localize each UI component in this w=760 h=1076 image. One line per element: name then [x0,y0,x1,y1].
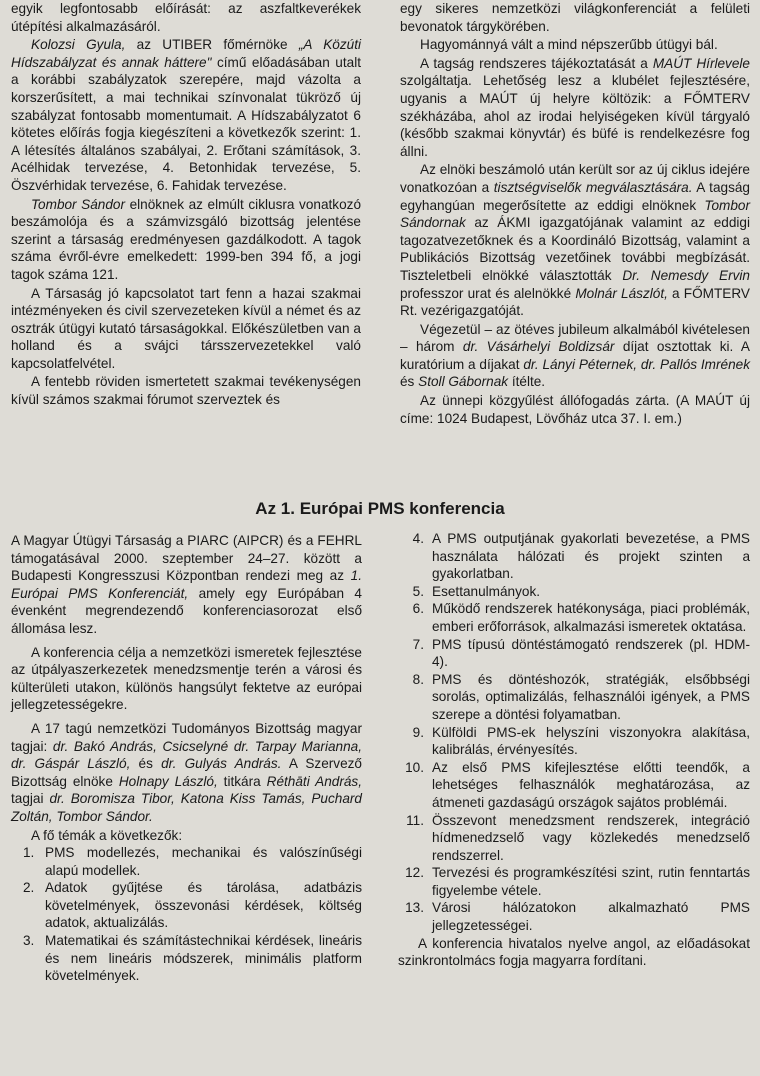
text: egyik legfontosabb előírását: az aszfaltkeverékek útépítési alkalmazásáról. [11,1,361,34]
list-item [11,844,362,879]
list-text: Összevont menedzsment rendszerek, integráció hídmenedzselő vagy közlekedés menedzselő rendszerrel. [432,812,750,863]
list-number: 13. [405,900,424,916]
paragraph [11,196,361,284]
topic-list [11,844,362,985]
section-heading: Az 1. Európai PMS konferencia [255,499,505,518]
text: Az ünnepi közgyűlést állófogadás zárta. (A MAÚT új címe: 1024 Budapest, Lövőház utca 37. I. em.) [400,393,750,426]
list-number: 10. [405,759,424,775]
person-name: Tombor Sándor [31,196,126,212]
paragraph [11,532,362,638]
text: az ÁKMI igazgatójának valamint az eddigi tagozatvezetőknek és a Koordináló Bizottság, valamint a Publikációs Bizottság vezetőinek további megbízását. Tiszteletbeli elnökké választották [400,215,750,283]
list-item [398,636,750,671]
list-text: PMS és döntéshozók, stratégiák, elsőbbségi sorolás, optimalizálás, felhasználói igények, a PMS szerepe a döntési folyamatban. [432,671,750,722]
text: és [400,374,419,390]
topic-list [398,530,750,935]
text: titkára [217,773,267,789]
person-names: dr. Bakó András, Csicselyné dr. Tarpay Marianna, dr. Gáspár László, [11,738,362,772]
top-right-column [400,0,750,427]
person-name: Stoll Gábornak [418,374,509,390]
paragraph [398,935,750,970]
list-item [398,724,750,759]
top-left-column [11,0,361,409]
text: ítélte. [508,374,546,390]
paragraph [11,0,361,35]
list-text: Működő rendszerek hatékonysága, piaci problémák, emberi erőforrások, alkalmazási ismeretek oktatása. [432,601,750,634]
list-number: 8. [412,671,424,687]
text: A Magyar Útügyi Társaság a PIARC (AIPCR) és a FEHRL támogatásával 2000. szeptember 24–27. között a Budapesti Kongresszusi Központban rendezi meg az [11,533,362,584]
text: Hagyománnyá vált a mind népszerűbb útügyi bál. [420,37,718,53]
list-text: Matematikai és számítástechnikai kérdések, lineáris és nem lineáris módszerek, minimális platform követelmények. [45,933,362,984]
list-number: 9. [412,724,424,740]
text: egy sikeres nemzetközi világkonferenciát a felületi bevonatok tárgykörében. [400,1,750,34]
paragraph [11,644,362,714]
person-name: Dr. Nemesdy Ervin [622,267,750,283]
text: tagjai [11,791,50,807]
paragraph [11,827,362,845]
text: című előadásában utalt a korábbi szabályzatok szerepére, majd vázolta a korszerűsített, a mai technikai színvonalat tükröző új szabályzat fontosabb momentumait. A Hídszabályzatot 6 kötetes előírás fogja kiegészíteni a következők szerint: 1. A létesítés általános szabályai, 2. Erőtani számítások, 3. Acélhidak tervezése, 4. Betonhidak tervezése, 5. Öszvérhidak tervezése, 6. Fahidak tervezése. [11,54,361,193]
paragraph [11,285,361,373]
paragraph [400,0,750,35]
paragraph [400,36,750,54]
list-text: Az első PMS kifejlesztése előtti teendők, a lehetséges felhasználók meghatározása, az átmeneti gazdaságú országok sajátos problémái. [432,759,750,810]
list-text: Adatok gyűjtése és tárolása, adatbázis követelmények, összevonási kérdések, költség adatok, aktualizálás. [45,880,362,931]
list-text: Tervezési és programkészítési szint, rutin fenntartás figyelembe vétele. [432,865,750,898]
text: A Szervező Bizottság elnöke [11,756,362,789]
list-item [11,879,362,932]
text: Az elnöki beszámoló után került sor az új ciklus idejére vonatkozóan a [400,162,750,195]
text: amely egy Európában 4 évenként megrendezendő konferenciasorozat első állomása lesz. [11,585,362,636]
person-name: dr. Lányi Péternek, dr. Pallós Imrének [523,356,750,372]
person-name: dr. Gulyás András. [161,756,282,772]
text: A Társaság jó kapcsolatot tart fenn a hazai szakmai intézményeken és civil szervezeteken kívül a német és az osztrák útügyi kutató társaságokkal. Előkészületben van a holland és a svájci társszervezetekkel való kapcsolatfelvétel. [11,285,361,371]
text: A fentebb röviden ismertetett szakmai tevékenységen kívül számos szakmai fórumot szerveztek és [11,374,361,408]
list-number: 11. [406,812,424,828]
list-item [398,812,750,865]
list-text: Városi hálózatokon alkalmazható PMS jellegzetességei. [432,900,750,934]
bottom-left-column [11,532,362,985]
list-item [398,600,750,635]
emphasis: tisztségviselők megválasztására. [493,179,693,195]
list-item [398,759,750,812]
text: professzor urat és alelnökké [400,285,576,301]
list-number: 12. [405,865,424,881]
text: A konferencia célja a nemzetközi ismeretek fejlesztése az útpályaszerkezetek menedzsmentje terén a városi és külterületi utakon, különös hangsúlyt fektetve az európai jellegzetességekre. [11,644,362,713]
text: A fő témák a következők: [31,827,183,843]
list-item [398,530,750,583]
text: az UTIBER főmérnöke [125,37,299,53]
person-name: Tombor Sándornak [400,197,750,231]
paragraph [11,36,361,194]
paragraph [400,392,750,427]
newsletter-name: MAÚT Hírlevele [652,55,750,71]
text: és [130,756,162,772]
person-name: Holnapy László, [118,773,218,789]
text: szolgáltatja. Lehetőség lesz a klubélet fejlesztésére, ugyanis a MAÚT új helyre költözik: a FŐMTERV székházába, ahol az irodai helyiségeken kívül tárgyaló (később szakmai könyvtár) és büfé is rendelkezésre fog állni. [400,73,750,159]
text: a FŐMTERV Rt. vezérigazgatóját. [400,285,750,319]
list-item [398,671,750,724]
conference-name: 1. Európai PMS Konferenciát, [11,568,362,601]
list-number: 7. [412,636,424,652]
list-text: Esettanulmányok. [432,583,541,599]
lecture-title: „A Közúti Hídszabályzat és annak háttere" [11,37,361,70]
text: Végezetül – az ötéves jubileum alkalmából kivételesen – három [400,321,750,355]
person-name: Réthāti András, [266,773,362,789]
person-names: dr. Boromisza Tibor, Katona Kiss Tamás, Puchard Zoltán, Tombor Sándor. [11,791,362,824]
award-name: dr. Vásárhelyi Boldizsár [462,339,615,355]
list-number: 2. [23,880,35,896]
list-item [11,932,362,985]
paragraph [400,321,750,391]
list-number: 4. [412,531,424,546]
list-number: 5. [412,583,424,599]
text: A tagság egyhangúan megerősítette az eddigi elnöknek [400,179,750,213]
list-item [398,583,750,601]
text: A konferencia hivatalos nyelve angol, az előadásokat szinkrontolmács fogja magyarra fordítani. [398,935,750,969]
text: elnöknek az elmúlt ciklusra vonatkozó beszámolója és a számvizsgáló bizottság jelentése szerint a társaság eredményesen gazdálkodott. A tagok száma évről-évre emelkedett: 1999-ben 394 fő, a jogi tagok száma 121. [11,196,362,282]
person-name: Kolozsi Gyula, [31,37,126,53]
list-text: PMS modellezés, mechanikai és valószínűségi alapú modellek. [45,845,362,878]
list-number: 3. [23,933,35,949]
paragraph [11,720,362,826]
bottom-right-column [398,530,750,970]
person-name: Molnár Lászlót, [575,285,668,301]
list-text: Külföldi PMS-ek helyszíni viszonyokra alakítása, kalibrálás, érvényesítés. [432,724,750,758]
paragraph [11,373,361,408]
text: A 17 tagú nemzetközi Tudományos Bizottság magyar tagjai: [11,720,362,754]
paragraph [400,55,750,161]
list-number: 6. [412,601,424,617]
paragraph [400,161,750,319]
list-item [398,864,750,899]
list-text: A PMS outputjának gyakorlati bevezetése, a PMS használata hálózati és projekt szinten a gyakorlatban. [432,531,750,582]
list-text: PMS típusú döntéstámogató rendszerek (pl. HDM-4). [432,636,750,670]
text: díjat osztottak ki. A kuratórium a díjakat [400,339,750,372]
list-number: 1. [23,845,35,861]
text: A tagság rendszeres tájékoztatását a [420,55,653,71]
list-item [398,899,750,934]
